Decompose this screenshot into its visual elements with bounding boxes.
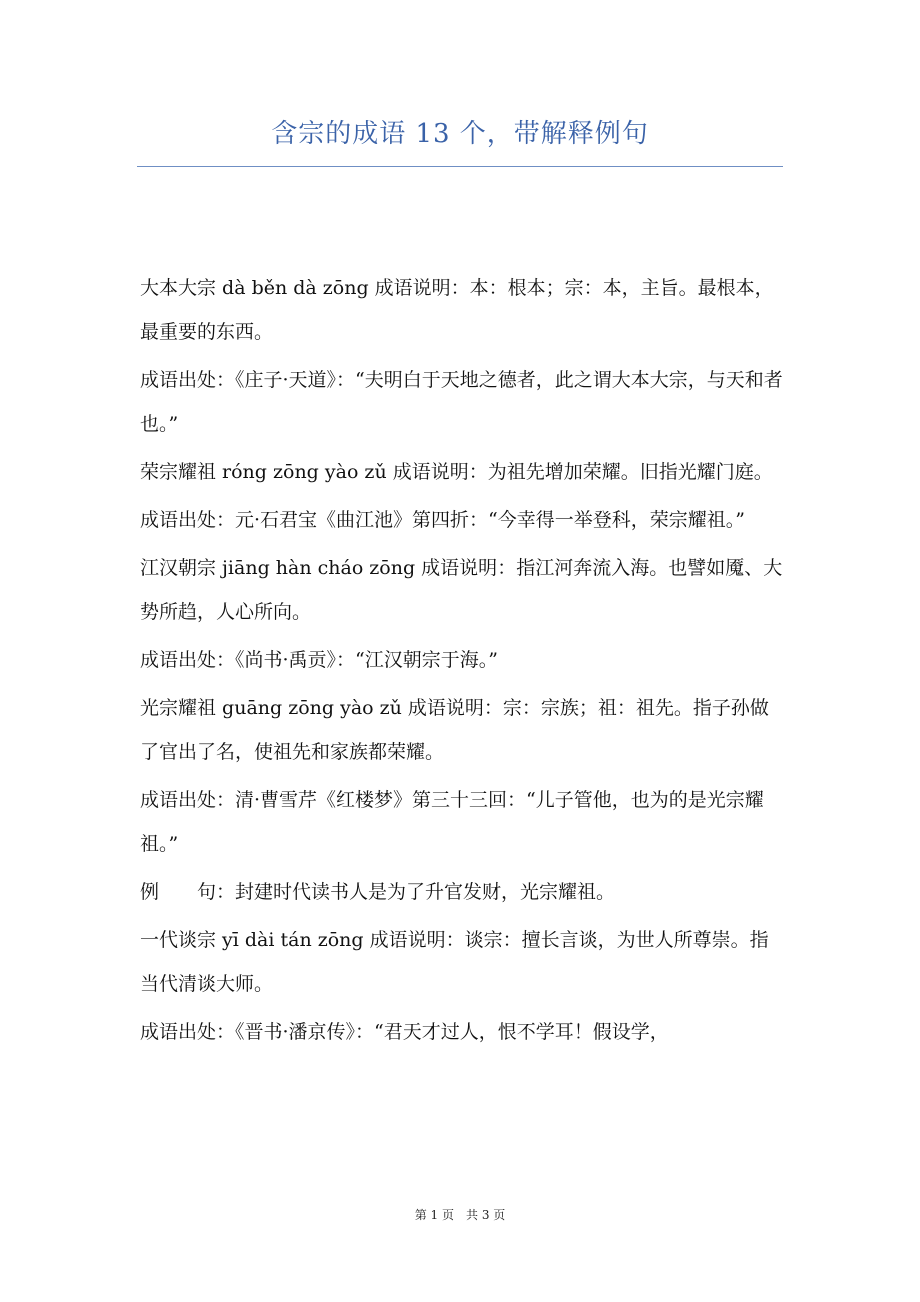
paragraph-rongzongyaozu: 荣宗耀祖 róng zōng yào zǔ 成语说明：为祖先增加荣耀。旧指光耀门庭。: [140, 461, 773, 483]
title-divider: [137, 166, 783, 167]
paragraph-guangzongyaozu: 光宗耀祖 guāng zōng yào zǔ 成语说明：宗：宗族；祖：祖先。指子孙做了官出了名，使祖先和家族都荣耀。: [140, 697, 769, 763]
document-body: [140, 266, 785, 1058]
paragraph-rongzongyaozu-source: 成语出处：元·石君宝《曲江池》第四折：“今幸得一举登科，荣宗耀祖。”: [140, 509, 745, 531]
paragraph-dabendazong-source: 成语出处：《庄子·天道》：“夫明白于天地之德者，此之谓大本大宗，与天和者也。”: [140, 369, 783, 435]
document-title: 含宗的成语 13 个，带解释例句: [271, 119, 649, 149]
paragraph-example-sentence: 例 句：封建时代读书人是为了升官发财，光宗耀祖。: [140, 881, 616, 903]
page-footer: 第 1 页 共 3 页: [414, 1208, 506, 1222]
paragraph-guangzongyaozu-source: 成语出处：清·曹雪芹《红楼梦》第三十三回：“儿子管他，也为的是光宗耀祖。”: [140, 789, 764, 855]
paragraph-jianghanchaozong: 江汉朝宗 jiāng hàn cháo zōng 成语说明：指江河奔流入海。也譬如魇、大势所趋，人心所向。: [140, 557, 783, 623]
paragraph-yidaitanzong: 一代谈宗 yī dài tán zōng 成语说明：谈宗：擅长言谈，为世人所尊崇。指当代清谈大师。: [140, 929, 769, 995]
paragraph-yidaitanzong-source: 成语出处：《晋书·潘京传》：“君天才过人，恨不学耳！假设学，: [140, 1021, 669, 1043]
paragraph-dabendazong: 大本大宗 dà běn dà zōng 成语说明：本：根本；宗：本，主旨。最根本，最重要的东西。: [140, 277, 774, 343]
paragraph-jianghanchaozong-source: 成语出处：《尚书·禹贡》：“江汉朝宗于海。”: [140, 649, 498, 671]
